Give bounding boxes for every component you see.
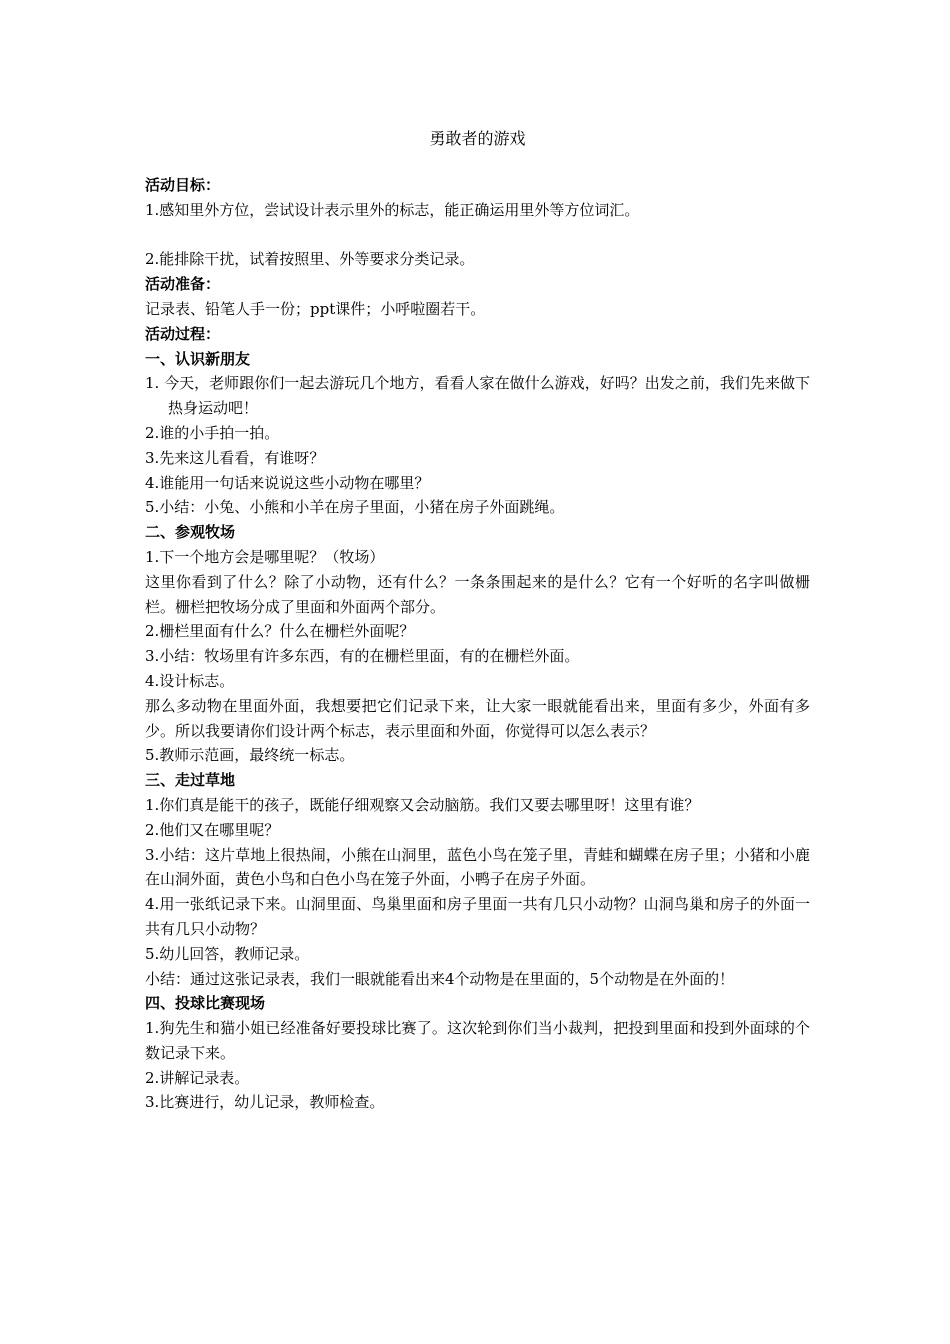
goal-item-2: 2.能排除干扰，试着按照里、外等要求分类记录。 — [145, 250, 475, 269]
spacer — [145, 152, 810, 173]
prep-text: 记录表、铅笔人手一份；ppt课件；小呼啦圈若干。 — [145, 299, 486, 318]
section-3-item-2: 2.他们又在哪里呢？ — [145, 820, 280, 839]
section-3-item-1: 1.你们真是能干的孩子，既能仔细观察又会动脑筋。我们又要去哪里呀！这里有谁？ — [145, 795, 700, 814]
process-heading: 活动过程： — [145, 324, 221, 343]
section-4-item-2: 2.讲解记录表。 — [145, 1068, 250, 1087]
section-1-item-4: 4.谁能用一句话来说说这些小动物在哪里？ — [145, 473, 430, 492]
prep-heading: 活动准备： — [145, 275, 221, 294]
section-3-item-5: 5.幼儿回答，教师记录。 — [145, 944, 310, 963]
section-2-item-1: 1.下一个地方会是哪里呢？（牧场） — [145, 547, 385, 566]
goal-heading: 活动目标： — [145, 176, 221, 194]
section-4-heading: 四、投球比赛现场 — [145, 994, 266, 1013]
section-3-item-3: 3.小结：这片草地上很热闹，小熊在山洞里，蓝色小鸟在笼子里，青蛙和蝴蝶在房子里；小猪和小鹿在山洞外面，黄色小鸟和白色小鸟在笼子外面，小鸭子在房子外面。 — [145, 845, 810, 889]
section-1-item-3: 3.先来这儿看看，有谁呀？ — [145, 448, 325, 467]
section-3-summary: 小结：通过这张记录表，我们一眼就能看出来4个动物是在里面的，5个动物是在外面的！ — [145, 969, 735, 988]
section-2-heading: 二、参观牧场 — [145, 523, 236, 542]
section-2-item-4: 4.设计标志。 — [145, 671, 235, 690]
document-title: 勇敢者的游戏 — [429, 129, 526, 148]
document-body — [145, 125, 810, 1115]
section-2-paragraph-2: 那么多动物在里面外面，我想要把它们记录下来，让大家一眼就能看出来，里面有多少，外面有多少。所以我要请你们设计两个标志，表示里面和外面，你觉得可以怎么表示？ — [145, 696, 810, 740]
section-2-item-2: 2.栅栏里面有什么？什么在栅栏外面呢？ — [145, 622, 415, 641]
section-2-item-5: 5.教师示范画，最终统一标志。 — [145, 746, 355, 765]
section-1-item-1: 1. 今天，老师跟你们一起去游玩几个地方，看看人家在做什么游戏，好吗？出发之前，我们先来做下热身运动吧！ — [145, 374, 810, 418]
blank-line — [145, 223, 810, 248]
section-1-heading: 一、认识新朋友 — [145, 349, 251, 368]
section-1-item-5: 5.小结：小兔、小熊和小羊在房子里面，小猪在房子外面跳绳。 — [145, 498, 565, 517]
goal-item-1: 1.感知里外方位，尝试设计表示里外的标志，能正确运用里外等方位词汇。 — [145, 200, 640, 219]
section-3-item-4: 4.用一张纸记录下来。山洞里面、鸟巢里面和房子里面一共有几只小动物？山洞鸟巢和房子的外面一共有几只小动物？ — [145, 895, 810, 938]
section-2-item-3: 3.小结：牧场里有许多东西，有的在栅栏里面，有的在栅栏外面。 — [145, 647, 580, 666]
section-1-item-2: 2.谁的小手拍一拍。 — [145, 423, 280, 442]
section-2-paragraph-1: 这里你看到了什么？除了小动物，还有什么？一条条围起来的是什么？它有一个好听的名字叫做栅栏。栅栏把牧场分成了里面和外面两个部分。 — [145, 572, 810, 616]
section-3-heading: 三、走过草地 — [145, 771, 236, 790]
section-4-item-1: 1.狗先生和猫小姐已经准备好要投球比赛了。这次轮到你们当小裁判，把投到里面和投到外面球的个数记录下来。 — [145, 1019, 810, 1062]
section-4-item-3: 3.比赛进行，幼儿记录，教师检查。 — [145, 1093, 385, 1112]
